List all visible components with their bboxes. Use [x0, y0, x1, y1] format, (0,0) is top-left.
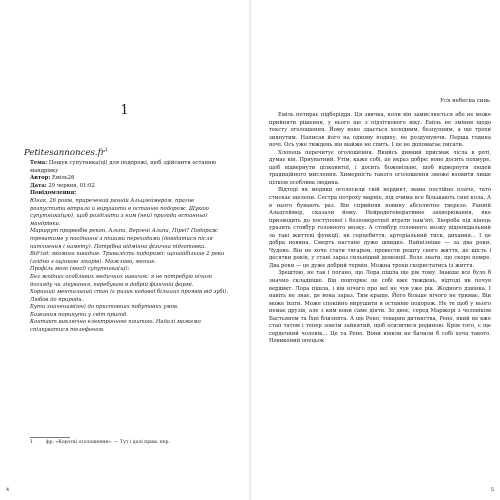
message-line: Від'їзд: якомога швидше. Тривалість подорожі: щонайбільше 2 роки (згідно з оцінкою лікарів). Можливо, менше.: [30, 251, 225, 265]
chapter-number: 1: [120, 103, 129, 118]
message-line: Контакт виключно електронною поштою. Надалі можемо спілкуватися телефоном.: [30, 319, 201, 334]
header-label: Автор:: [30, 175, 51, 182]
footnote-rule: [30, 437, 70, 438]
footnote: [30, 440, 230, 446]
header-label: Дата:: [30, 182, 47, 189]
narrative-body: [269, 112, 491, 346]
paragraph: Зрештою, не так і погано, що Лора пішла ще рік тому. Інакше все було б значно складніше. Він повторює це собі вже тиждень, відтоді як почув вердикт. Лора пішла, і він нічого про неї не чув уже рік. Жодного дзвінка. І навіть не знає, де вона зараз. Тим краще. Його більше нічого не тримає. Він може їхати. Може спокійно вирушити в останню подорож. Не те щоб у нього немає друзів, але з ким вони саме діяти. Зо двоє, серед Маржорі з чоловіком Бастьяном та Їхні близнята. А ще Рено, товарин дитинства, Рено, який не вже стап татом і тепер зовсім зайнятий, щоб осилитися родиною. Крім того, є ще сердечний чоловік... Це та Рено. Вони віякли не бачили б собі хоча такого. Невиконий опецьок: [269, 270, 491, 345]
header-label: Тема:: [30, 160, 48, 166]
header-value: 29 червня, 01:02: [46, 182, 95, 189]
right-page: [251, 0, 500, 500]
message-line: Без жодних особливих медичних навичок: я не потребую нічого догляду чи лікування, перебуваю в добрій фізичній формі.: [30, 273, 212, 288]
header-label: Повідомлення:: [30, 190, 77, 197]
page-number-left: 4: [6, 487, 10, 493]
header-line: [30, 160, 230, 175]
listing-body: [30, 160, 230, 335]
site-title: [24, 145, 234, 158]
header-line: [30, 183, 230, 191]
message-line: Любов до природи.: [30, 296, 84, 303]
running-head: Уся небесна синь: [440, 98, 490, 104]
page-number-right: 5: [490, 487, 494, 493]
site-title-footnote-mark: 1: [104, 147, 109, 153]
paragraph: Відтоді як медики оголосили свій вердикт, мама постійно плаче, тато стискає щелепи. Сестра потроху марніє, під очима все більшають сині кола. А в нього бувають раз. Він сприйняв новину абсолютно тверезо. Ранній Альцгеймер, сказали йому. Нейродегенеративне захворювання, яке призводить до поступової і безповоротної втрати пам'яті. Хвороба під кінець уразить стовбур головного мозку. А стовбур головного мозку відповідальний за такі життєві функції, як серцебиття, артеріальний тиск, дихання... І це добра новина. Смерть настане дуже швидко. Найпізніше — за два роки. Чудово. Він не хоче стати тягарем, провести решту свого життя, де шість і десятки років, у стані зараз сильніший деменції. Воле знати, що скоро помре. Два роки — це дуже добрий термін. Можна трохи скористатись із життя.: [269, 187, 491, 269]
header-line: [30, 175, 230, 183]
paragraph: Еміль потирає підборіддя. Ця звичка, коли він замислюється або не може прийняти рішення, у нього ще з підліткового віку. Еміль не змінив щодо тексту оголошення. Йому воно здається холодним, безцупним, а ще трохи зиянутим. Написав його на одному подиху, не роздумуючи. Перша година ночі. Ось уже тиждень він майже не спить. І це не допомагає писати.: [269, 112, 491, 149]
left-page: [0, 0, 249, 500]
header-value: Еміль26: [50, 175, 75, 182]
paragraph: Хлопець перечитує оголошення. Якийсь дивний присмак лісла в роті, думає він. Приуватний. Утім, каже собі, це якраз добре: воно досить похмуре, щоб відвернути цілковитої, і досить божевільне, щоб відвернути людей традиційного мислення. Химерність такого оголошення зможе вловити лише цілком особлива людина.: [269, 149, 491, 186]
message-line: Хороший ментальний стан (є ризик кодавої більших проявів від зубі).: [30, 289, 229, 296]
site-title-text: Petitesannonces.fr: [24, 147, 105, 158]
footnote-mark: 1: [30, 440, 33, 445]
message-line: Маршрут прорвобів рекон. Альпи, Вергені Альпи, Піреі? Подорож треватиме у поєднанні з пішими переходами (довідатися після натхнення і намету). Потрібна відмінна фізична підготовка.: [30, 228, 218, 250]
header-line: [30, 190, 230, 198]
footnote-text: фр. «Короткі оголошення». — Тут і далі прим. пер.: [46, 440, 170, 445]
message-line: Бути значеним(ою) до пристовних побутових умов.: [30, 304, 179, 311]
message-line: Профіль мого (моєї) супутника(ці):: [30, 266, 130, 273]
header-value: Пошук супутника(ці) для подорожі, щоб здійснити останню мандрівку: [30, 160, 217, 174]
message-line: Юнак, 26 років, приречений ранній Альцгеймером, прагне розпустити вітрила й вирушити в останню подорож. Шукаю супутника(цю), щоб розділити з ним (ней) пригоди останньої мандрівки.: [30, 197, 209, 227]
message-line: Бажання поринути у світ пригод.: [30, 311, 128, 318]
